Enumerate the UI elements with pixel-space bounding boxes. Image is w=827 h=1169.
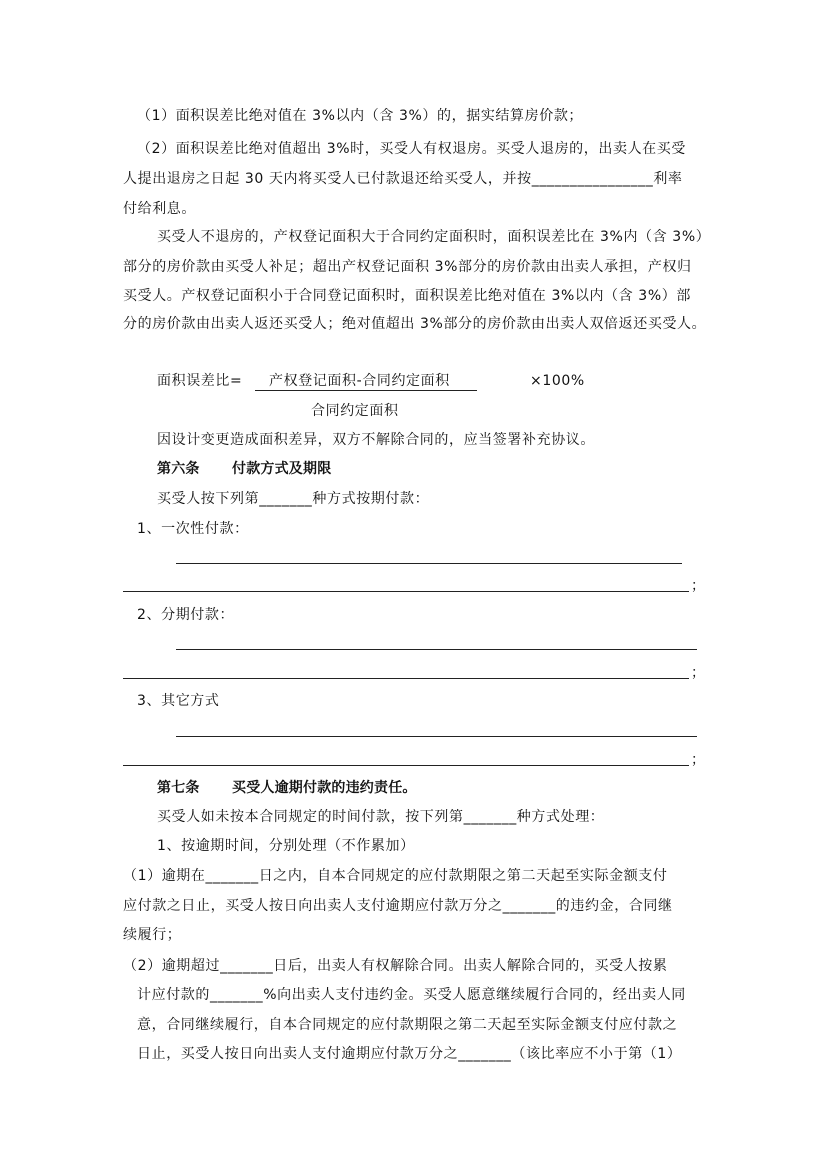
article-6-number: 第六条 bbox=[157, 461, 200, 477]
formula-denominator: 合同约定面积 bbox=[311, 403, 399, 419]
para-area-error-exceed-line1: （2）面积误差比绝对值超出 3%时，买受人有权退房。买受人退房的，出卖人在买受 bbox=[137, 141, 686, 157]
article-6-title: 付款方式及期限 bbox=[232, 461, 332, 477]
payment-option-other: 3、其它方式 bbox=[137, 693, 220, 709]
blank-line bbox=[123, 678, 689, 679]
para-no-refund-line1: 买受人不退房的，产权登记面积大于合同约定面积时，面积误差比在 3%内（含 3%） bbox=[157, 229, 711, 245]
article-7-number: 第七条 bbox=[157, 780, 200, 796]
para-no-refund-line2: 部分的房价款由买受人补足；超出产权登记面积 3%部分的房价款由出卖人承担，产权归 bbox=[123, 259, 692, 275]
line-end-semicolon: ； bbox=[691, 578, 705, 594]
formula-numerator: 产权登记面积-合同约定面积 bbox=[269, 373, 450, 389]
para-no-refund-line4: 分的房价款由出卖人返还买受人；绝对值超出 3%部分的房价款由出卖人双倍返还买受人。 bbox=[123, 316, 707, 332]
para-design-change: 因设计变更造成面积差异，双方不解除合同的，应当签署补充协议。 bbox=[157, 432, 595, 448]
formula-multiplier: ×100% bbox=[530, 373, 585, 389]
para-area-error-exceed-line3: 付给利息。 bbox=[123, 201, 196, 217]
blank-line bbox=[176, 563, 682, 564]
para-area-error-exceed-line2: 人提出退房之日起 30 天内将买受人已付款退还给买受人，并按________________利率 bbox=[123, 171, 683, 187]
para-area-error-within-3: （1）面积误差比绝对值在 3%以内（含 3%）的，据实结算房价款； bbox=[137, 108, 584, 124]
para-late-over-days-line2: 计应付款的_______%向出卖人支付违约金。买受人愿意继续履行合同的，经出卖人同 bbox=[137, 987, 686, 1003]
para-late-payment-choice: 买受人如未按本合同规定的时间付款，按下列第_______种方式处理： bbox=[157, 809, 605, 825]
para-no-refund-line3: 买受人。产权登记面积小于合同登记面积时，面积误差比绝对值在 3%以内（含 3%）部 bbox=[123, 288, 691, 304]
blank-line bbox=[123, 765, 689, 766]
para-late-within-days-line1: （1）逾期在_______日之内，自本合同规定的应付款期限之第二天起至实际金额支付 bbox=[123, 868, 668, 884]
para-late-within-days-line2: 应付款之日止，买受人按日向出卖人支付逾期应付款万分之_______的违约金，合同继 bbox=[123, 898, 673, 914]
line-end-semicolon: ； bbox=[691, 752, 705, 768]
payment-option-lump-sum: 1、一次性付款： bbox=[137, 521, 249, 537]
line-end-semicolon: ； bbox=[691, 665, 705, 681]
blank-line bbox=[176, 649, 697, 650]
para-late-by-duration: 1、按逾期时间，分别处理（不作累加） bbox=[157, 838, 415, 854]
para-late-within-days-line3: 续履行； bbox=[123, 927, 182, 943]
blank-line bbox=[123, 591, 689, 592]
formula-fraction-line bbox=[255, 390, 477, 391]
article-7-title: 买受人逾期付款的违约责任。 bbox=[232, 780, 417, 796]
formula-label: 面积误差比= bbox=[157, 373, 243, 389]
payment-option-installment: 2、分期付款： bbox=[137, 607, 235, 623]
para-late-over-days-line3: 意，合同继续履行，自本合同规定的应付款期限之第二天起至实际金额支付应付款之 bbox=[137, 1017, 678, 1033]
blank-line bbox=[176, 736, 697, 737]
para-late-over-days-line4: 日止，买受人按日向出卖人支付逾期应付款万分之_______（该比率应不小于第（1） bbox=[137, 1046, 682, 1062]
para-payment-method-choice: 买受人按下列第_______种方式按期付款： bbox=[157, 491, 430, 507]
para-late-over-days-line1: （2）逾期超过_______日后，出卖人有权解除合同。出卖人解除合同的，买受人按累 bbox=[123, 958, 668, 974]
